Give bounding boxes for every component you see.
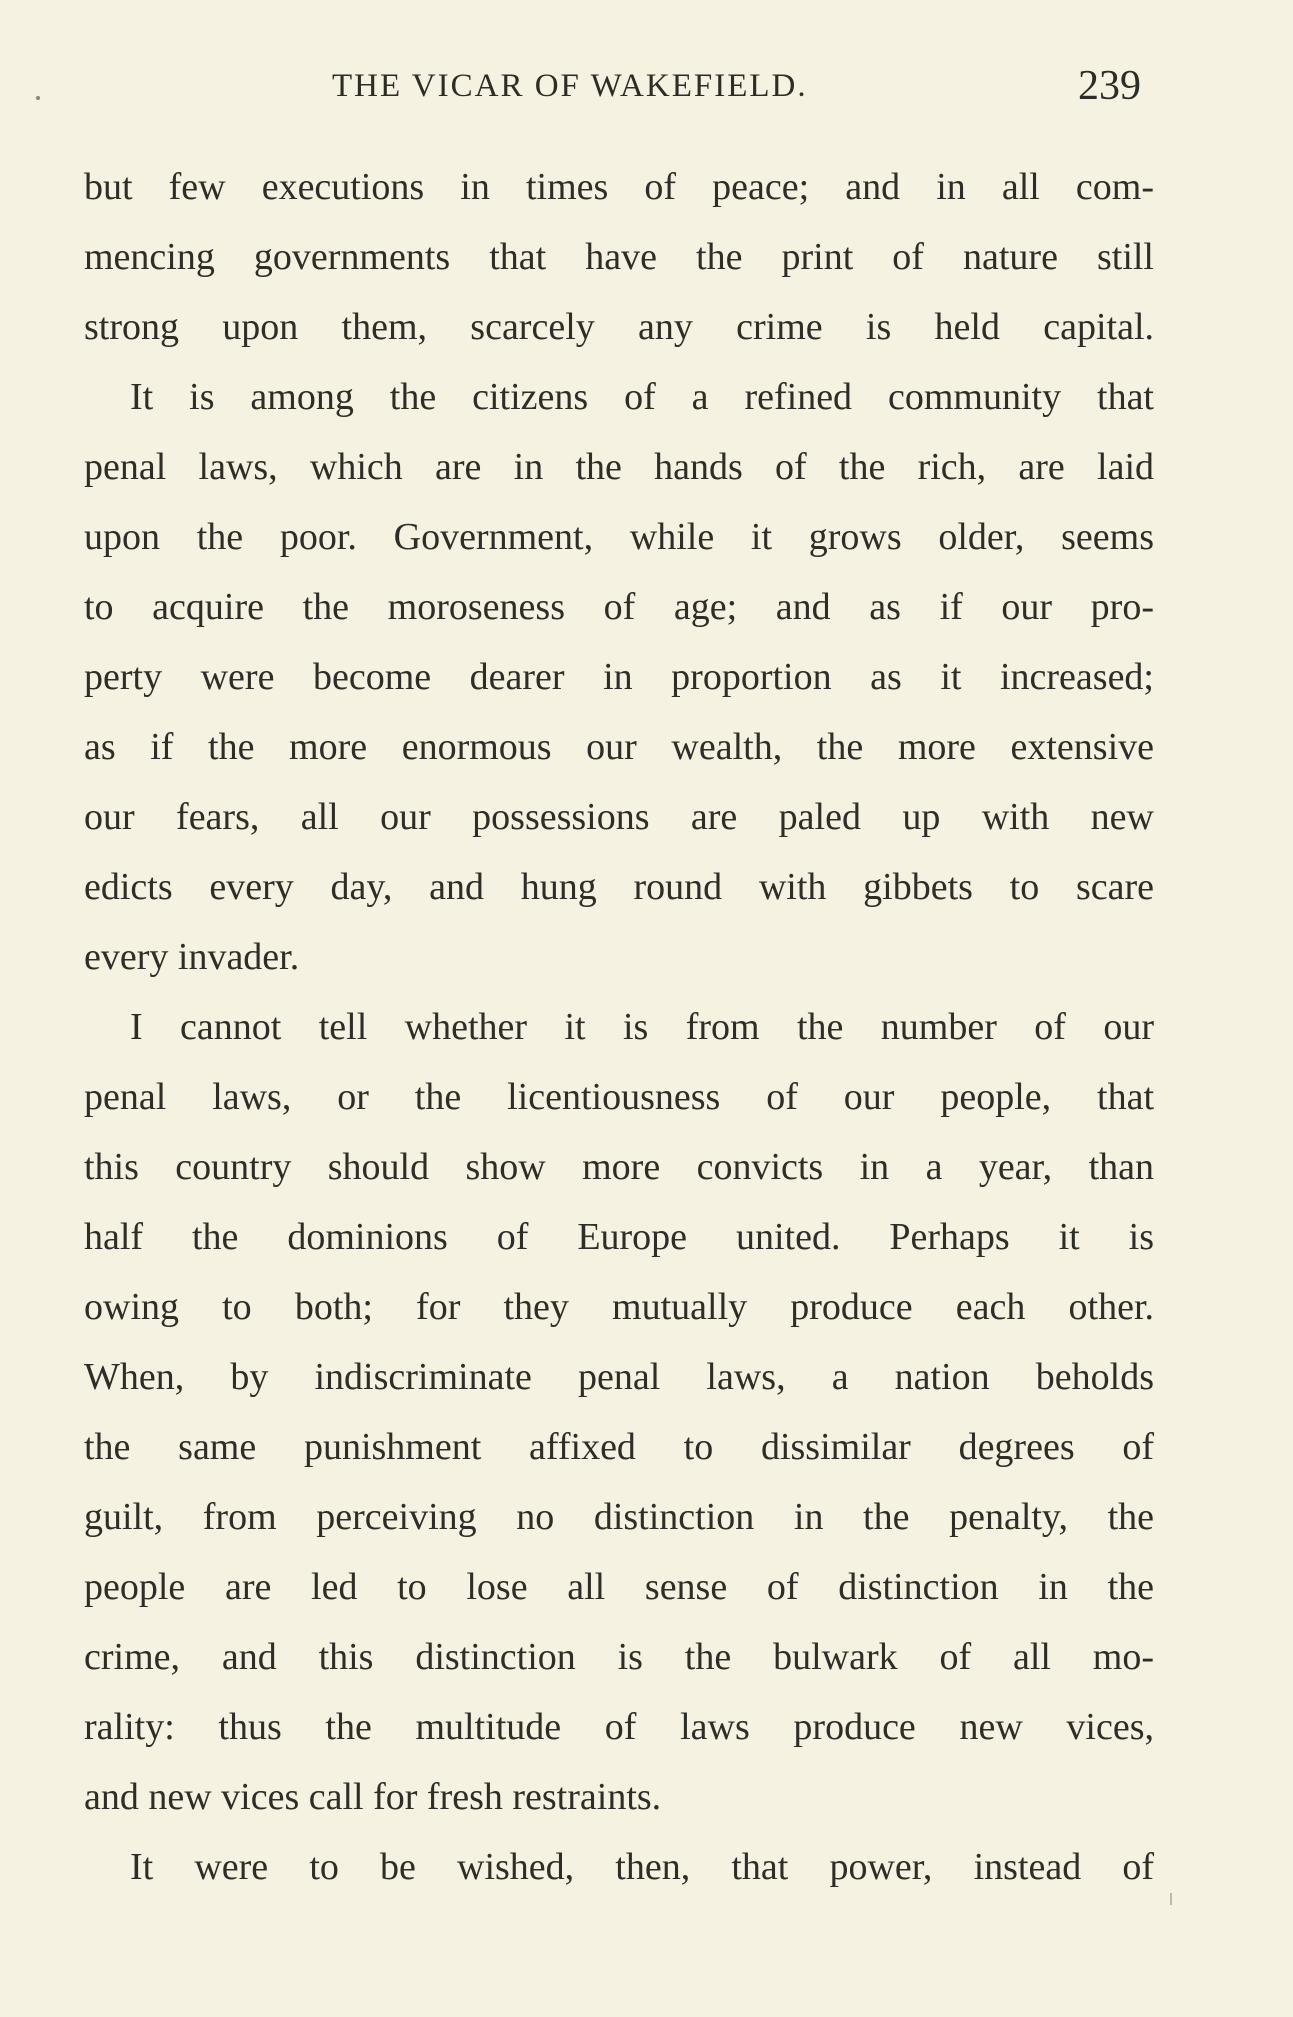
text-line: this country should show more convicts in a year, than — [84, 1146, 1154, 1188]
margin-mark — [1170, 1893, 1172, 1905]
text-line: perty were become dearer in proportion as it increased; — [84, 656, 1154, 698]
page-header — [0, 63, 1293, 118]
text-line: the same punishment affixed to dissimilar degrees of — [84, 1426, 1154, 1468]
text-line: edicts every day, and hung round with gibbets to scare — [84, 866, 1154, 908]
text-line: our fears, all our possessions are paled up with new — [84, 796, 1154, 838]
text-line: to acquire the moroseness of age; and as if our pro- — [84, 586, 1154, 628]
text-line: mencing governments that have the print of nature still — [84, 236, 1154, 278]
running-title: THE VICAR OF WAKEFIELD. — [332, 68, 808, 104]
paragraph-first-line: It is among the citizens of a refined community that — [130, 376, 1154, 418]
paragraph-last-line: every invader. — [84, 936, 300, 978]
text-line: half the dominions of Europe united. Perhaps it is — [84, 1216, 1154, 1258]
paragraph-last-line: and new vices call for fresh restraints. — [84, 1776, 662, 1818]
paragraph-first-line: I cannot tell whether it is from the number of our — [130, 1006, 1154, 1048]
text-line: guilt, from perceiving no distinction in the penalty, the — [84, 1496, 1154, 1538]
paragraph-first-line: It were to be wished, then, that power, instead of — [130, 1846, 1154, 1888]
body-text — [84, 152, 1154, 1902]
text-line: penal laws, which are in the hands of the rich, are laid — [84, 446, 1154, 488]
text-line: rality: thus the multitude of laws produce new vices, — [84, 1706, 1154, 1748]
page-number: 239 — [1078, 63, 1141, 109]
text-line: penal laws, or the licentiousness of our people, that — [84, 1076, 1154, 1118]
text-line: crime, and this distinction is the bulwark of all mo- — [84, 1636, 1154, 1678]
text-line: owing to both; for they mutually produce each other. — [84, 1286, 1154, 1328]
text-line: as if the more enormous our wealth, the more extensive — [84, 726, 1154, 768]
text-line: but few executions in times of peace; and in all com- — [84, 166, 1154, 208]
text-line: upon the poor. Government, while it grows older, seems — [84, 516, 1154, 558]
text-line: people are led to lose all sense of distinction in the — [84, 1566, 1154, 1608]
text-line: strong upon them, scarcely any crime is held capital. — [84, 306, 1154, 348]
text-line: When, by indiscriminate penal laws, a nation beholds — [84, 1356, 1154, 1398]
